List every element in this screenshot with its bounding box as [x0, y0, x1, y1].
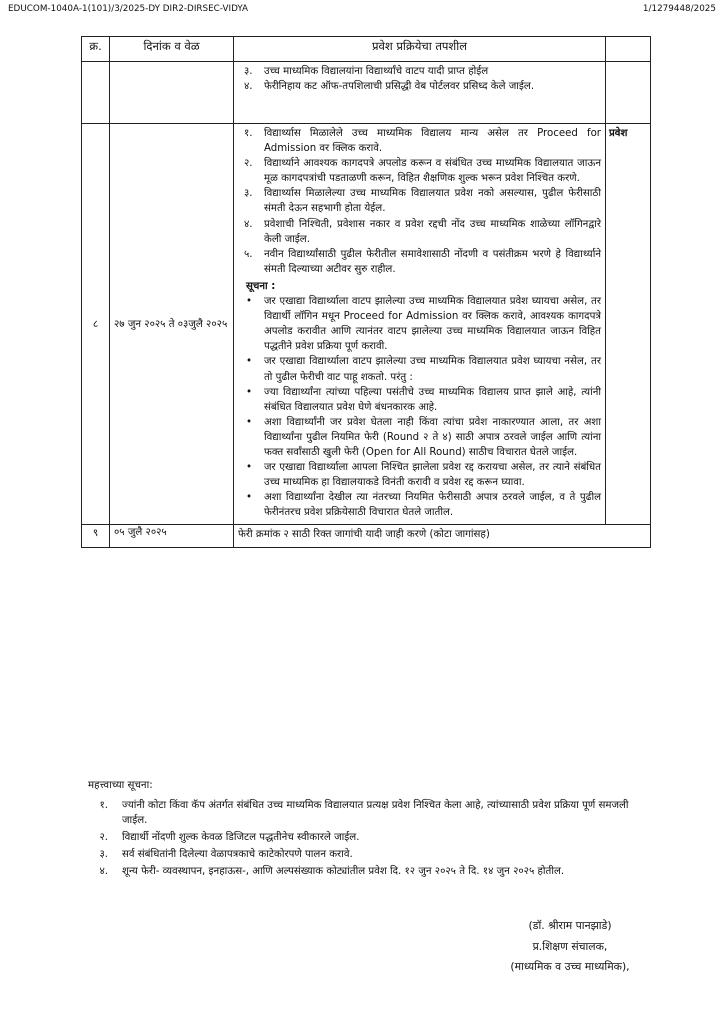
bullet-icon: •: [246, 416, 253, 428]
row-extra: [606, 62, 651, 124]
header-extra: [606, 37, 651, 62]
important-notes-heading: महत्त्वाच्या सूचना:: [88, 780, 153, 791]
bullet-item: • अशा विद्यार्थ्यांनी जर प्रवेश घेतला नाही किंवा त्यांचा प्रवेश नाकारण्यात आला, तर अशा विद्यार्थ्यांना पुढील नियमित फेरी (Round २ ते ४) साठी अपात्र ठरवले जाईल आणि त्यांना फक्त सर्वांसाठी खुली फेरी (Open for All Round) साठीच विचारात घेतले जाईल.: [238, 415, 601, 460]
header-date: दिनांक व वेळ: [110, 37, 234, 62]
signatory-department: (माध्यमिक व उच्च माध्यमिक),: [510, 960, 630, 973]
bullet-icon: •: [246, 356, 253, 368]
list-item: १. विद्यार्थ्यास मिळालेले उच्च माध्यमिक विद्यालय मान्य असेल तर Proceed for Admission वर क्लिक करावे.: [244, 128, 601, 155]
bullet-item: • जर एखाद्या विद्यार्थ्याला वाटप झालेल्या उच्च माध्यमिक विद्यालयात प्रवेश घ्यायचा असेल, तर विद्यार्थी लॉगिन मधून Proceed for Admission वर क्लिक करावे, आवश्यक कागदपत्रे अपलोड करावीत आणि त्यानंतर वाटप झालेल्या उच्च माध्यमिक विद्यालयात जाऊन विहित पद्धतीने प्रवेश प्रक्रिया पूर्ण करावी.: [238, 294, 601, 354]
list-item: ४. शून्य फेरी- व्यवस्थापन, इनहाऊस-, आणि अल्पसंख्याक कोट्यांतील प्रवेश दि. १२ जुन २०२५ ते दि. १४ जुन २०२५ होतील.: [99, 866, 565, 878]
signature-block: [470, 916, 670, 978]
bullet-icon: •: [246, 462, 253, 474]
list-item: ३. सर्व संबंधितांनी दिलेल्या वेळापत्रकाचे काटेकोरपणे पालन करावे.: [99, 849, 353, 861]
table-row: [82, 525, 651, 547]
row-details: फेरी क्रमांक २ साठी रिक्त जागांची यादी जाही करणे (कोटा जागांसह): [234, 525, 651, 547]
row-date: [110, 62, 234, 124]
signatory-name: (डॉ. श्रीराम पानझाडे): [528, 919, 612, 932]
signatory-designation: प्र.शिक्षण संचालक,: [532, 939, 608, 953]
bullet-item: • अशा विद्यार्थ्यांना देखील त्या नंतरच्या नियमित फेरीसाठी अपात्र ठरवले जाईल, व ते पुढील फेरीनंतरच प्रवेश प्रक्रियेसाठी विचारात घेतले जातील.: [238, 490, 601, 520]
bullet-item: • जर एखाद्या विद्यार्थ्याला आपला निश्चित झालेला प्रवेश रद्द करायचा असेल, तर त्याने संबंधित उच्च माध्यमिक हा विद्यालयाकडे विनंती करावी व प्रवेश रद्द करून घ्यावा.: [238, 460, 601, 490]
document-number: 1/1279448/2025: [642, 4, 716, 14]
bullet-icon: •: [246, 296, 253, 308]
row-extra: प्रवेश: [606, 124, 651, 525]
bullet-icon: •: [246, 492, 253, 504]
list-item: ३. उच्च माध्यमिक विद्यालयांना विद्यार्थ्यांचे वाटप यादी प्राप्त होईल: [244, 66, 489, 77]
notes-subheading: सूचना :: [246, 280, 276, 292]
row-date: २७ जुन २०२५ ते ०३जुलै २०२५: [110, 124, 234, 525]
important-notes-list: [82, 798, 642, 881]
list-item: ४. फेरीनिहाय कट ऑफ-तपशिलाची प्रसिद्धी वेब पोर्टलवर प्रसिध्द केले जाईल.: [244, 81, 535, 93]
row-details: [234, 62, 606, 124]
row-date: ०५ जुलै २०२५: [110, 525, 234, 547]
list-item: ४. प्रवेशाची निश्चिती, प्रवेशास नकार व प्रवेश रद्दची नोंद उच्च माध्यमिक शाळेच्या लॉगिनद्वारे केली जाईल.: [244, 218, 601, 245]
list-item: १. ज्यांनी कोटा किंवा कॅप अंतर्गत संबंधित उच्च माध्यमिक विद्यालयात प्रत्यक्ष प्रवेश निश्चित केला आहे, त्यांच्यासाठी प्रवेश प्रक्रिया पूर्ण समजली जाईल.: [99, 800, 629, 827]
row-details: [234, 124, 606, 525]
table-row: [82, 124, 651, 525]
list-item: ५. नवीन विद्यार्थ्यांसाठी पुढील फेरीतील समावेशासाठी नोंदणी व पसंतीक्रम भरणे हे विद्यार्थ्याने संमती दिल्याच्या अटीवर सुरु राहील.: [244, 248, 601, 275]
schedule-table: [81, 36, 651, 548]
document-reference: EDUCOM-1040A-1(101)/3/2025-DY DIR2-DIRSEC-VIDYA: [8, 4, 249, 14]
bullet-item: • जर एखाद्या विद्यार्थ्याला वाटप झालेल्या उच्च माध्यमिक विद्यालयात प्रवेश घ्यायचा नसेल, तर तो पुढील फेरीची वाट पाहू शकतो. परंतु :: [238, 354, 601, 384]
table-header-row: [82, 37, 651, 62]
list-item: २. विद्यार्थी नोंदणी शुल्क केवळ डिजिटल पद्धतीनेच स्वीकारले जाईल.: [99, 832, 360, 844]
list-item: ३. विद्यार्थ्यास मिळालेल्या उच्च माध्यमिक विद्यालयात प्रवेश नको असल्यास, पुढील फेरीसाठी संमती देऊन सहभागी होता येईल.: [244, 188, 601, 215]
header-serial: क्र.: [82, 37, 110, 62]
list-item: २. विद्यार्थ्याने आवश्यक कागदपत्रे अपलोड करून व संबंधित उच्च माध्यमिक विद्यालयात जाऊन मूळ कागदपत्रांची पडताळणी करून, विहित शैक्षणिक शुल्क भरून प्रवेश निश्चित करणे.: [244, 158, 601, 185]
bullet-item: • ज्या विद्यार्थ्यांना त्यांच्या पहिल्या पसंतीचे उच्च माध्यमिक विद्यालय प्राप्त झाले आहे, त्यांनी संबंधित विद्यालयात प्रवेश घेणे बंधनकारक आहे.: [238, 385, 601, 415]
table-row: [82, 62, 651, 124]
row-serial: ९: [82, 525, 110, 547]
row-serial: [82, 62, 110, 124]
bullet-icon: •: [246, 386, 253, 398]
header-details: प्रवेश प्रक्रियेचा तपशील: [234, 37, 606, 62]
row-serial: ८: [82, 124, 110, 525]
